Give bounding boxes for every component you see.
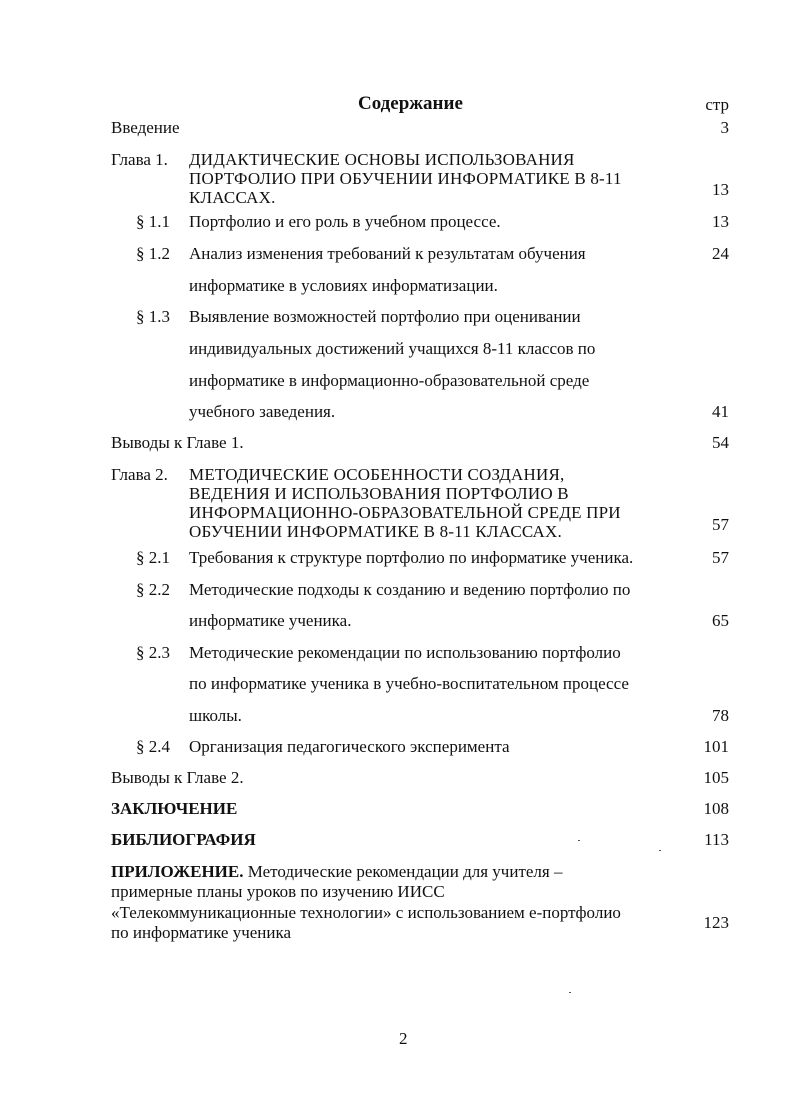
toc-ch2-page: 57: [712, 515, 729, 534]
toc-appendix-line: по информатике ученика: [111, 923, 292, 942]
toc-s11-num: § 1.1: [136, 212, 170, 231]
toc-ch1-title-line: ДИДАКТИЧЕСКИЕ ОСНОВЫ ИСПОЛЬЗОВАНИЯ: [189, 150, 575, 169]
toc-s24-page: 101: [703, 737, 729, 756]
toc-s24-line: Организация педагогического эксперимента: [189, 737, 510, 756]
scan-speck: [578, 840, 580, 841]
toc-s23-line: по информатике ученика в учебно-воспитательном процессе: [189, 674, 629, 693]
toc-s13-page: 41: [712, 402, 729, 421]
toc-s11-line: Портфолио и его роль в учебном процессе.: [189, 212, 501, 231]
toc-s13-line: учебного заведения.: [189, 402, 336, 421]
toc-ch1-page: 13: [712, 180, 729, 199]
toc-s22-line: Методические подходы к созданию и ведению портфолио по: [189, 580, 631, 599]
page-column-label: стр: [705, 95, 729, 114]
toc-ch1-label: Глава 1.: [111, 150, 168, 169]
toc-s21-page: 57: [712, 548, 729, 567]
toc-s11-page: 13: [712, 212, 729, 231]
toc-s23-line: школы.: [189, 706, 242, 725]
toc-s12-line: Анализ изменения требований к результатам обучения: [189, 244, 586, 263]
scan-speck: [569, 992, 571, 993]
toc-ch1-conclusions-page: 54: [712, 433, 729, 452]
toc-s12-line: информатике в условиях информатизации.: [189, 276, 498, 295]
toc-ch2-label: Глава 2.: [111, 465, 168, 484]
toc-s23-line: Методические рекомендации по использованию портфолио: [189, 643, 621, 662]
toc-ch1-conclusions-label: Выводы к Главе 1.: [111, 433, 244, 452]
toc-ch1-title-line: ПОРТФОЛИО ПРИ ОБУЧЕНИИ ИНФОРМАТИКЕ В 8-11: [189, 169, 622, 188]
toc-heading: Содержание: [358, 93, 463, 114]
toc-appendix-line: примерные планы уроков по изучению ИИСС: [111, 882, 445, 901]
toc-conclusion-label: ЗАКЛЮЧЕНИЕ: [111, 799, 238, 818]
toc-s22-num: § 2.2: [136, 580, 170, 599]
toc-bibliography-page: 113: [704, 830, 729, 849]
toc-conclusion-page: 108: [703, 799, 729, 818]
page-number: 2: [399, 1029, 408, 1048]
toc-appendix-line: «Телекоммуникационные технологии» с использованием е-портфолио: [111, 903, 621, 922]
toc-ch2-title-line: ОБУЧЕНИИ ИНФОРМАТИКЕ В 8-11 КЛАССАХ.: [189, 522, 562, 541]
toc-s13-line: индивидуальных достижений учащихся 8-11 классов по: [189, 339, 596, 358]
toc-appendix-line: [111, 862, 562, 881]
toc-s12-num: § 1.2: [136, 244, 170, 263]
toc-ch2-title-line: МЕТОДИЧЕСКИЕ ОСОБЕННОСТИ СОЗДАНИЯ,: [189, 465, 565, 484]
toc-ch2-conclusions-page: 105: [703, 768, 729, 787]
toc-s13-line: информатике в информационно-образовательной среде: [189, 371, 590, 390]
toc-intro-label: Введение: [111, 118, 180, 137]
toc-s12-page: 24: [712, 244, 729, 263]
toc-s21-line: Требования к структуре портфолио по информатике ученика.: [189, 548, 634, 567]
toc-ch2-title-line: ВЕДЕНИЯ И ИСПОЛЬЗОВАНИЯ ПОРТФОЛИО В: [189, 484, 569, 503]
toc-bibliography-label: БИБЛИОГРАФИЯ: [111, 830, 256, 849]
toc-s22-page: 65: [712, 611, 729, 630]
toc-s23-page: 78: [712, 706, 729, 725]
scan-speck: [659, 850, 661, 851]
toc-s24-num: § 2.4: [136, 737, 170, 756]
toc-s21-num: § 2.1: [136, 548, 170, 567]
toc-ch1-title-line: КЛАССАХ.: [189, 188, 276, 207]
toc-appendix-rest: Методические рекомендации для учителя –: [243, 862, 563, 881]
toc-s23-num: § 2.3: [136, 643, 170, 662]
toc-s13-num: § 1.3: [136, 307, 170, 326]
toc-s13-line: Выявление возможностей портфолио при оценивании: [189, 307, 581, 326]
toc-appendix-label: ПРИЛОЖЕНИЕ.: [111, 862, 244, 881]
toc-intro-page: 3: [720, 118, 729, 137]
toc-ch2-title-line: ИНФОРМАЦИОННО-ОБРАЗОВАТЕЛЬНОЙ СРЕДЕ ПРИ: [189, 503, 621, 522]
toc-s22-line: информатике ученика.: [189, 611, 352, 630]
toc-appendix-page: 123: [703, 913, 729, 932]
toc-ch2-conclusions-label: Выводы к Главе 2.: [111, 768, 244, 787]
